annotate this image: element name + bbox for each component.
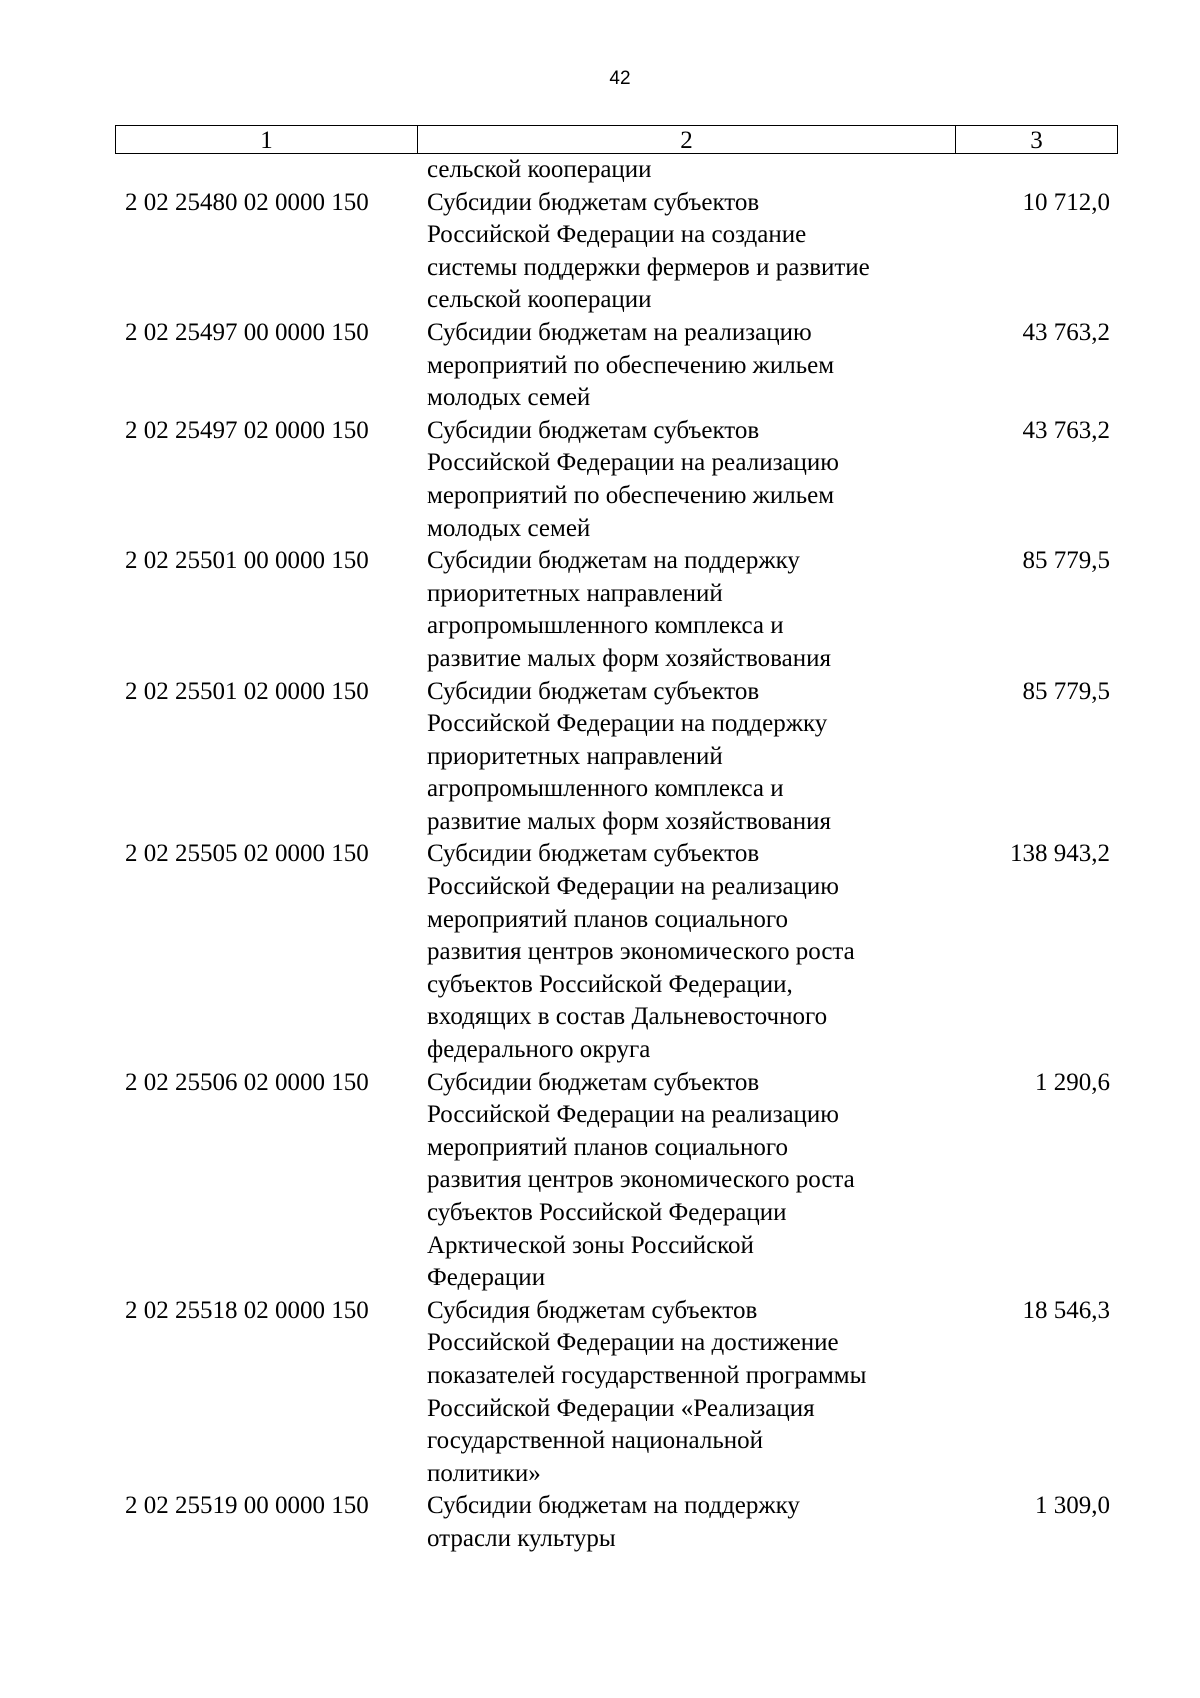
row-name-line: сельской кооперации <box>427 286 652 314</box>
page-number: 42 <box>609 68 631 89</box>
row-code: 2 02 25497 02 0000 150 <box>125 416 369 444</box>
row-name <box>427 187 937 317</box>
row-name-line: отрасли культуры <box>427 1524 616 1552</box>
row-name-line: мероприятий по обеспечению жильем <box>427 481 835 509</box>
row-amount: 85 779,5 <box>1022 547 1110 575</box>
row-name <box>427 1295 937 1491</box>
row-name <box>427 317 937 415</box>
table-row <box>0 187 1200 317</box>
row-amount: 138 943,2 <box>1010 840 1110 868</box>
row-name-line: молодых семей <box>427 514 591 542</box>
row-name-line: показателей государственной программы <box>427 1361 867 1389</box>
table-row <box>0 545 1200 675</box>
row-name-line: приоритетных направлений <box>427 742 723 770</box>
row-name-line: сельской кооперации <box>427 156 652 183</box>
row-name-line: входящих в состав Дальневосточного <box>427 1003 828 1031</box>
row-name-line: системы поддержки фермеров и развитие <box>427 253 870 281</box>
row-name-line: Российской Федерации на достижение <box>427 1329 839 1357</box>
row-code: 2 02 25497 00 0000 150 <box>125 318 369 346</box>
row-code: 2 02 25519 00 0000 150 <box>125 1492 369 1520</box>
row-name-line: Арктической зоны Российской <box>427 1231 754 1259</box>
row-name-line: Субсидии бюджетам субъектов <box>427 677 760 705</box>
header-col-1: 1 <box>115 125 417 154</box>
row-name-line: Российской Федерации на создание <box>427 221 807 249</box>
row-name-line: агропромышленного комплекса и <box>427 612 784 640</box>
row-name-line: Российской Федерации на реализацию <box>427 1101 839 1129</box>
row-amount: 43 763,2 <box>1022 416 1110 444</box>
row-name-line: Субсидии бюджетам на поддержку <box>427 1492 800 1520</box>
row-name <box>427 154 937 187</box>
row-amount: 43 763,2 <box>1022 318 1110 346</box>
row-name-line: развития центров экономического роста <box>427 1166 855 1194</box>
row-code: 2 02 25505 02 0000 150 <box>125 840 369 868</box>
row-name-line: Российской Федерации «Реализация <box>427 1394 815 1422</box>
row-name-line: субъектов Российской Федерации <box>427 1199 787 1226</box>
row-name-line: мероприятий планов социального <box>427 905 789 933</box>
table-row <box>0 838 1200 1066</box>
row-code: 2 02 25518 02 0000 150 <box>125 1296 369 1324</box>
row-name-line: государственной национальной <box>427 1427 763 1455</box>
row-name-line: мероприятий планов социального <box>427 1133 789 1161</box>
row-name-line: Субсидия бюджетам субъектов <box>427 1296 758 1324</box>
row-name-line: Субсидии бюджетам на реализацию <box>427 318 812 346</box>
row-name-line: приоритетных направлений <box>427 579 723 607</box>
row-name-line: Федерации <box>427 1264 546 1292</box>
header-col-3: 3 <box>955 125 1118 154</box>
row-amount: 18 546,3 <box>1022 1296 1110 1324</box>
row-name-line: политики» <box>427 1459 541 1487</box>
table-row <box>0 415 1200 545</box>
table-row <box>0 1295 1200 1491</box>
row-name-line: Субсидии бюджетам субъектов <box>427 840 760 868</box>
row-name <box>427 1067 937 1295</box>
table-row <box>0 676 1200 839</box>
row-code: 2 02 25501 00 0000 150 <box>125 547 369 575</box>
row-name-line: агропромышленного комплекса и <box>427 775 784 803</box>
row-name <box>427 545 937 675</box>
row-amount: 1 309,0 <box>1035 1492 1110 1520</box>
table-row <box>0 1067 1200 1295</box>
row-name-line: развития центров экономического роста <box>427 938 855 966</box>
table-row <box>0 1490 1200 1555</box>
row-name-line: мероприятий по обеспечению жильем <box>427 351 835 379</box>
header-col-2: 2 <box>417 125 955 154</box>
row-name-line: Субсидии бюджетам на поддержку <box>427 547 800 575</box>
row-name <box>427 1490 937 1555</box>
row-amount: 10 712,0 <box>1022 188 1110 216</box>
row-name-line: Субсидии бюджетам субъектов <box>427 1068 760 1096</box>
row-amount: 1 290,6 <box>1035 1068 1110 1096</box>
row-name-line: молодых семей <box>427 384 591 412</box>
row-name-line: Субсидии бюджетам субъектов <box>427 416 760 444</box>
table-body <box>0 154 1200 1556</box>
table-row <box>0 154 1200 187</box>
table-header <box>115 125 1118 154</box>
row-amount: 85 779,5 <box>1022 677 1110 705</box>
row-name-line: Российской Федерации на реализацию <box>427 873 839 901</box>
row-code: 2 02 25480 02 0000 150 <box>125 188 369 216</box>
row-name-line: развитие малых форм хозяйствования <box>427 644 831 672</box>
row-name-line: субъектов Российской Федерации, <box>427 970 793 998</box>
row-name <box>427 838 937 1066</box>
row-name-line: развитие малых форм хозяйствования <box>427 807 831 835</box>
row-code: 2 02 25501 02 0000 150 <box>125 677 369 705</box>
row-name-line: Российской Федерации на реализацию <box>427 449 839 477</box>
row-name <box>427 415 937 545</box>
table-row <box>0 317 1200 415</box>
row-name-line: федерального округа <box>427 1036 651 1064</box>
row-name <box>427 676 937 839</box>
row-name-line: Российской Федерации на поддержку <box>427 710 828 738</box>
row-name-line: Субсидии бюджетам субъектов <box>427 188 760 216</box>
row-code: 2 02 25506 02 0000 150 <box>125 1068 369 1096</box>
